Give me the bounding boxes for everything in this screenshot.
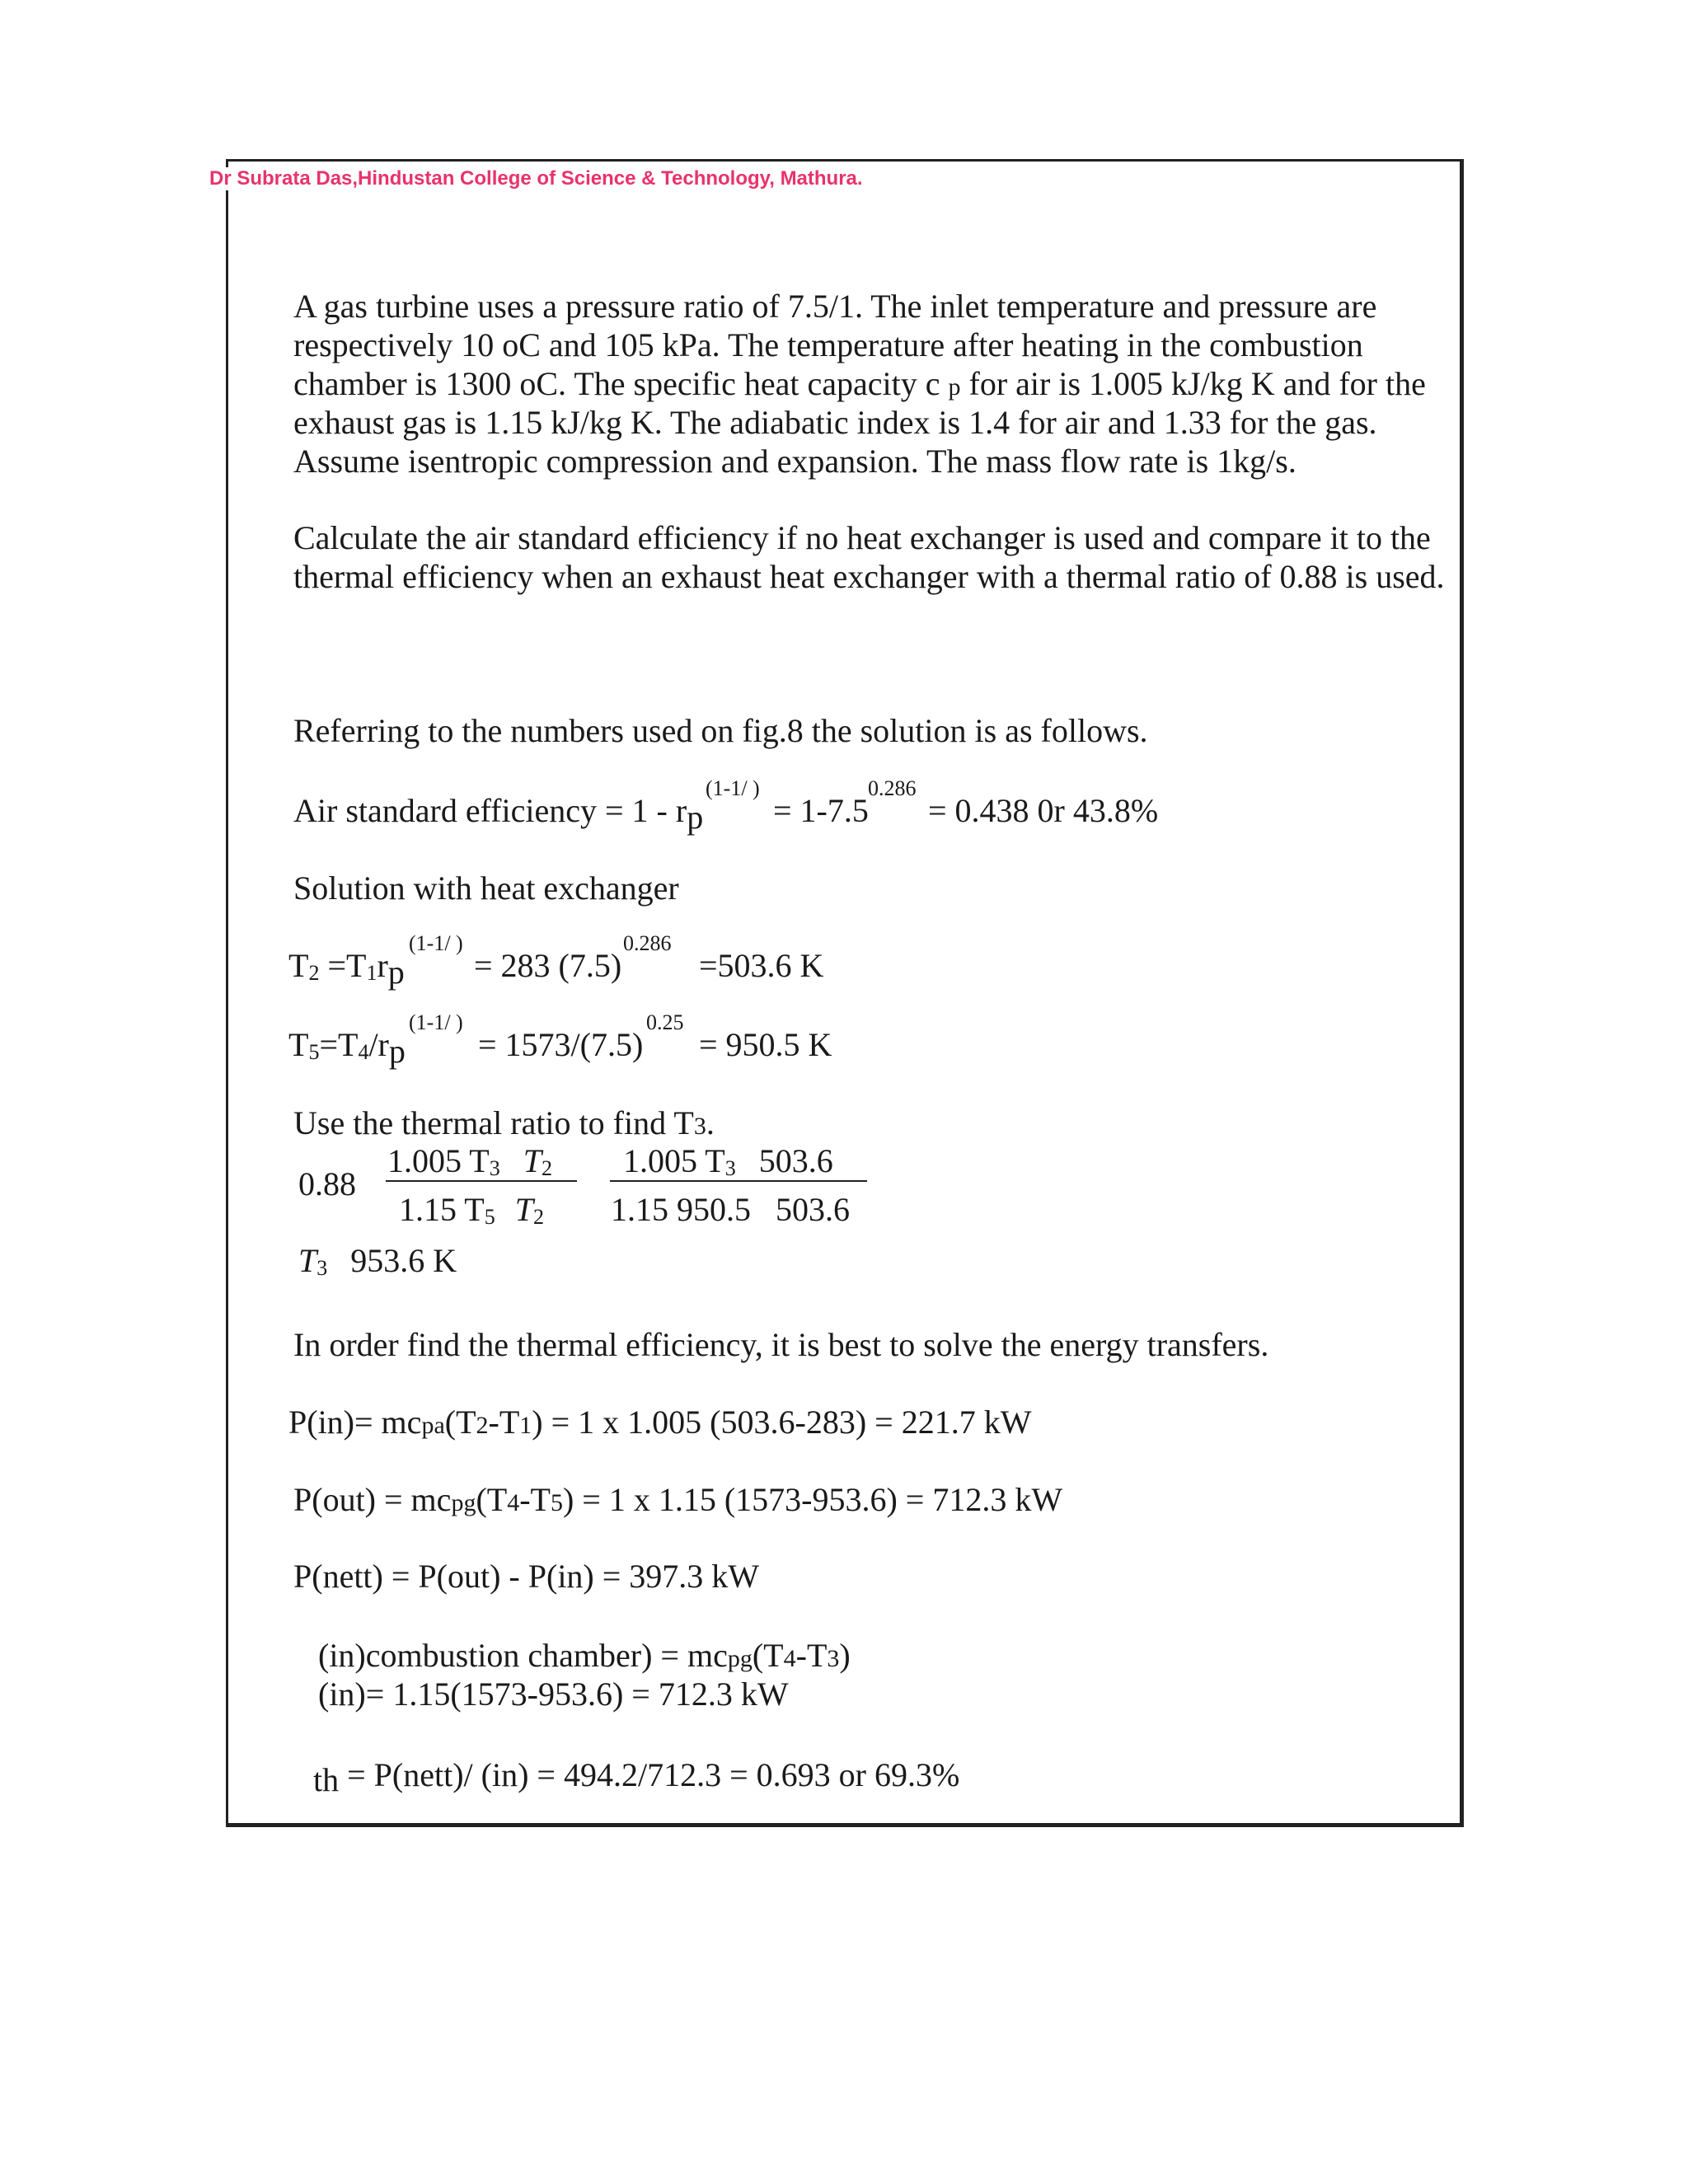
solution-intro: Referring to the numbers used on fig.8 the solution is as follows.	[293, 712, 1148, 749]
problem-line-3: chamber is 1300 oC. The specific heat capacity c p for air is 1.005 kJ/kg K and for the	[293, 365, 1426, 402]
fraction-1-numerator: 1.005 T3 T2	[387, 1142, 552, 1180]
ratio-lhs: 0.88	[298, 1165, 356, 1202]
thermal-efficiency-equation: th = P(nett)/ (in) = 494.2/712.3 = 0.693 or 69.3%	[313, 1756, 960, 1798]
exponent: (1-1/ )	[706, 776, 760, 800]
heat-in-combustion-equation: (in)combustion chamber) = mcpg(T4-T3)	[318, 1637, 851, 1674]
problem-line-1: A gas turbine uses a pressure ratio of 7.5/1. The inlet temperature and pressure are	[293, 288, 1377, 325]
problem-line-5: Assume isentropic compression and expansion. The mass flow rate is 1kg/s.	[293, 443, 1296, 480]
author-header: Dr Subrata Das,Hindustan College of Science & Technology, Mathura.	[209, 167, 866, 190]
heat-in-value-equation: (in)= 1.15(1573-953.6) = 712.3 kW	[318, 1675, 789, 1713]
problem-line-4: exhaust gas is 1.15 kJ/kg K. The adiabatic index is 1.4 for air and 1.33 for the gas.	[293, 404, 1377, 441]
problem-line-2: respectively 10 oC and 105 kPa. The temperature after heating in the combustion	[293, 326, 1363, 363]
exponent: (1-1/ )	[409, 1010, 463, 1034]
exponent: 0.25	[646, 1010, 684, 1034]
exponent: 0.286	[623, 931, 672, 955]
fraction-2-denominator: 1.15 950.5 503.6	[611, 1191, 850, 1228]
fraction-1-denominator: 1.15 T5 T2	[399, 1191, 544, 1229]
thermal-ratio-heading: Use the thermal ratio to find T3.	[293, 1104, 715, 1141]
exponent: 0.286	[868, 776, 917, 800]
power-out-equation: P(out) = mcpg(T4-T5) = 1 x 1.15 (1573-953.6) = 712.3 kW	[293, 1481, 1063, 1518]
power-nett-equation: P(nett) = P(out) - P(in) = 397.3 kW	[293, 1558, 760, 1595]
hx-heading: Solution with heat exchanger	[293, 869, 679, 907]
t3-result: T3 953.6 K	[298, 1242, 457, 1280]
fraction-1-bar	[386, 1180, 577, 1182]
fraction-2-numerator: 1.005 T3 503.6	[623, 1142, 833, 1180]
exponent: (1-1/ )	[409, 931, 463, 955]
power-in-equation: P(in)= mcpa(T2-T1) = 1 x 1.005 (503.6-283) = 221.7 kW	[288, 1404, 1032, 1441]
question-line-2: thermal efficiency when an exhaust heat exchanger with a thermal ratio of 0.88 is used.	[293, 558, 1445, 595]
question-line-1: Calculate the air standard efficiency if no heat exchanger is used and compare it to the	[293, 519, 1431, 556]
energy-transfer-intro: In order find the thermal efficiency, it is best to solve the energy transfers.	[293, 1326, 1269, 1363]
fraction-2-bar	[610, 1180, 867, 1182]
